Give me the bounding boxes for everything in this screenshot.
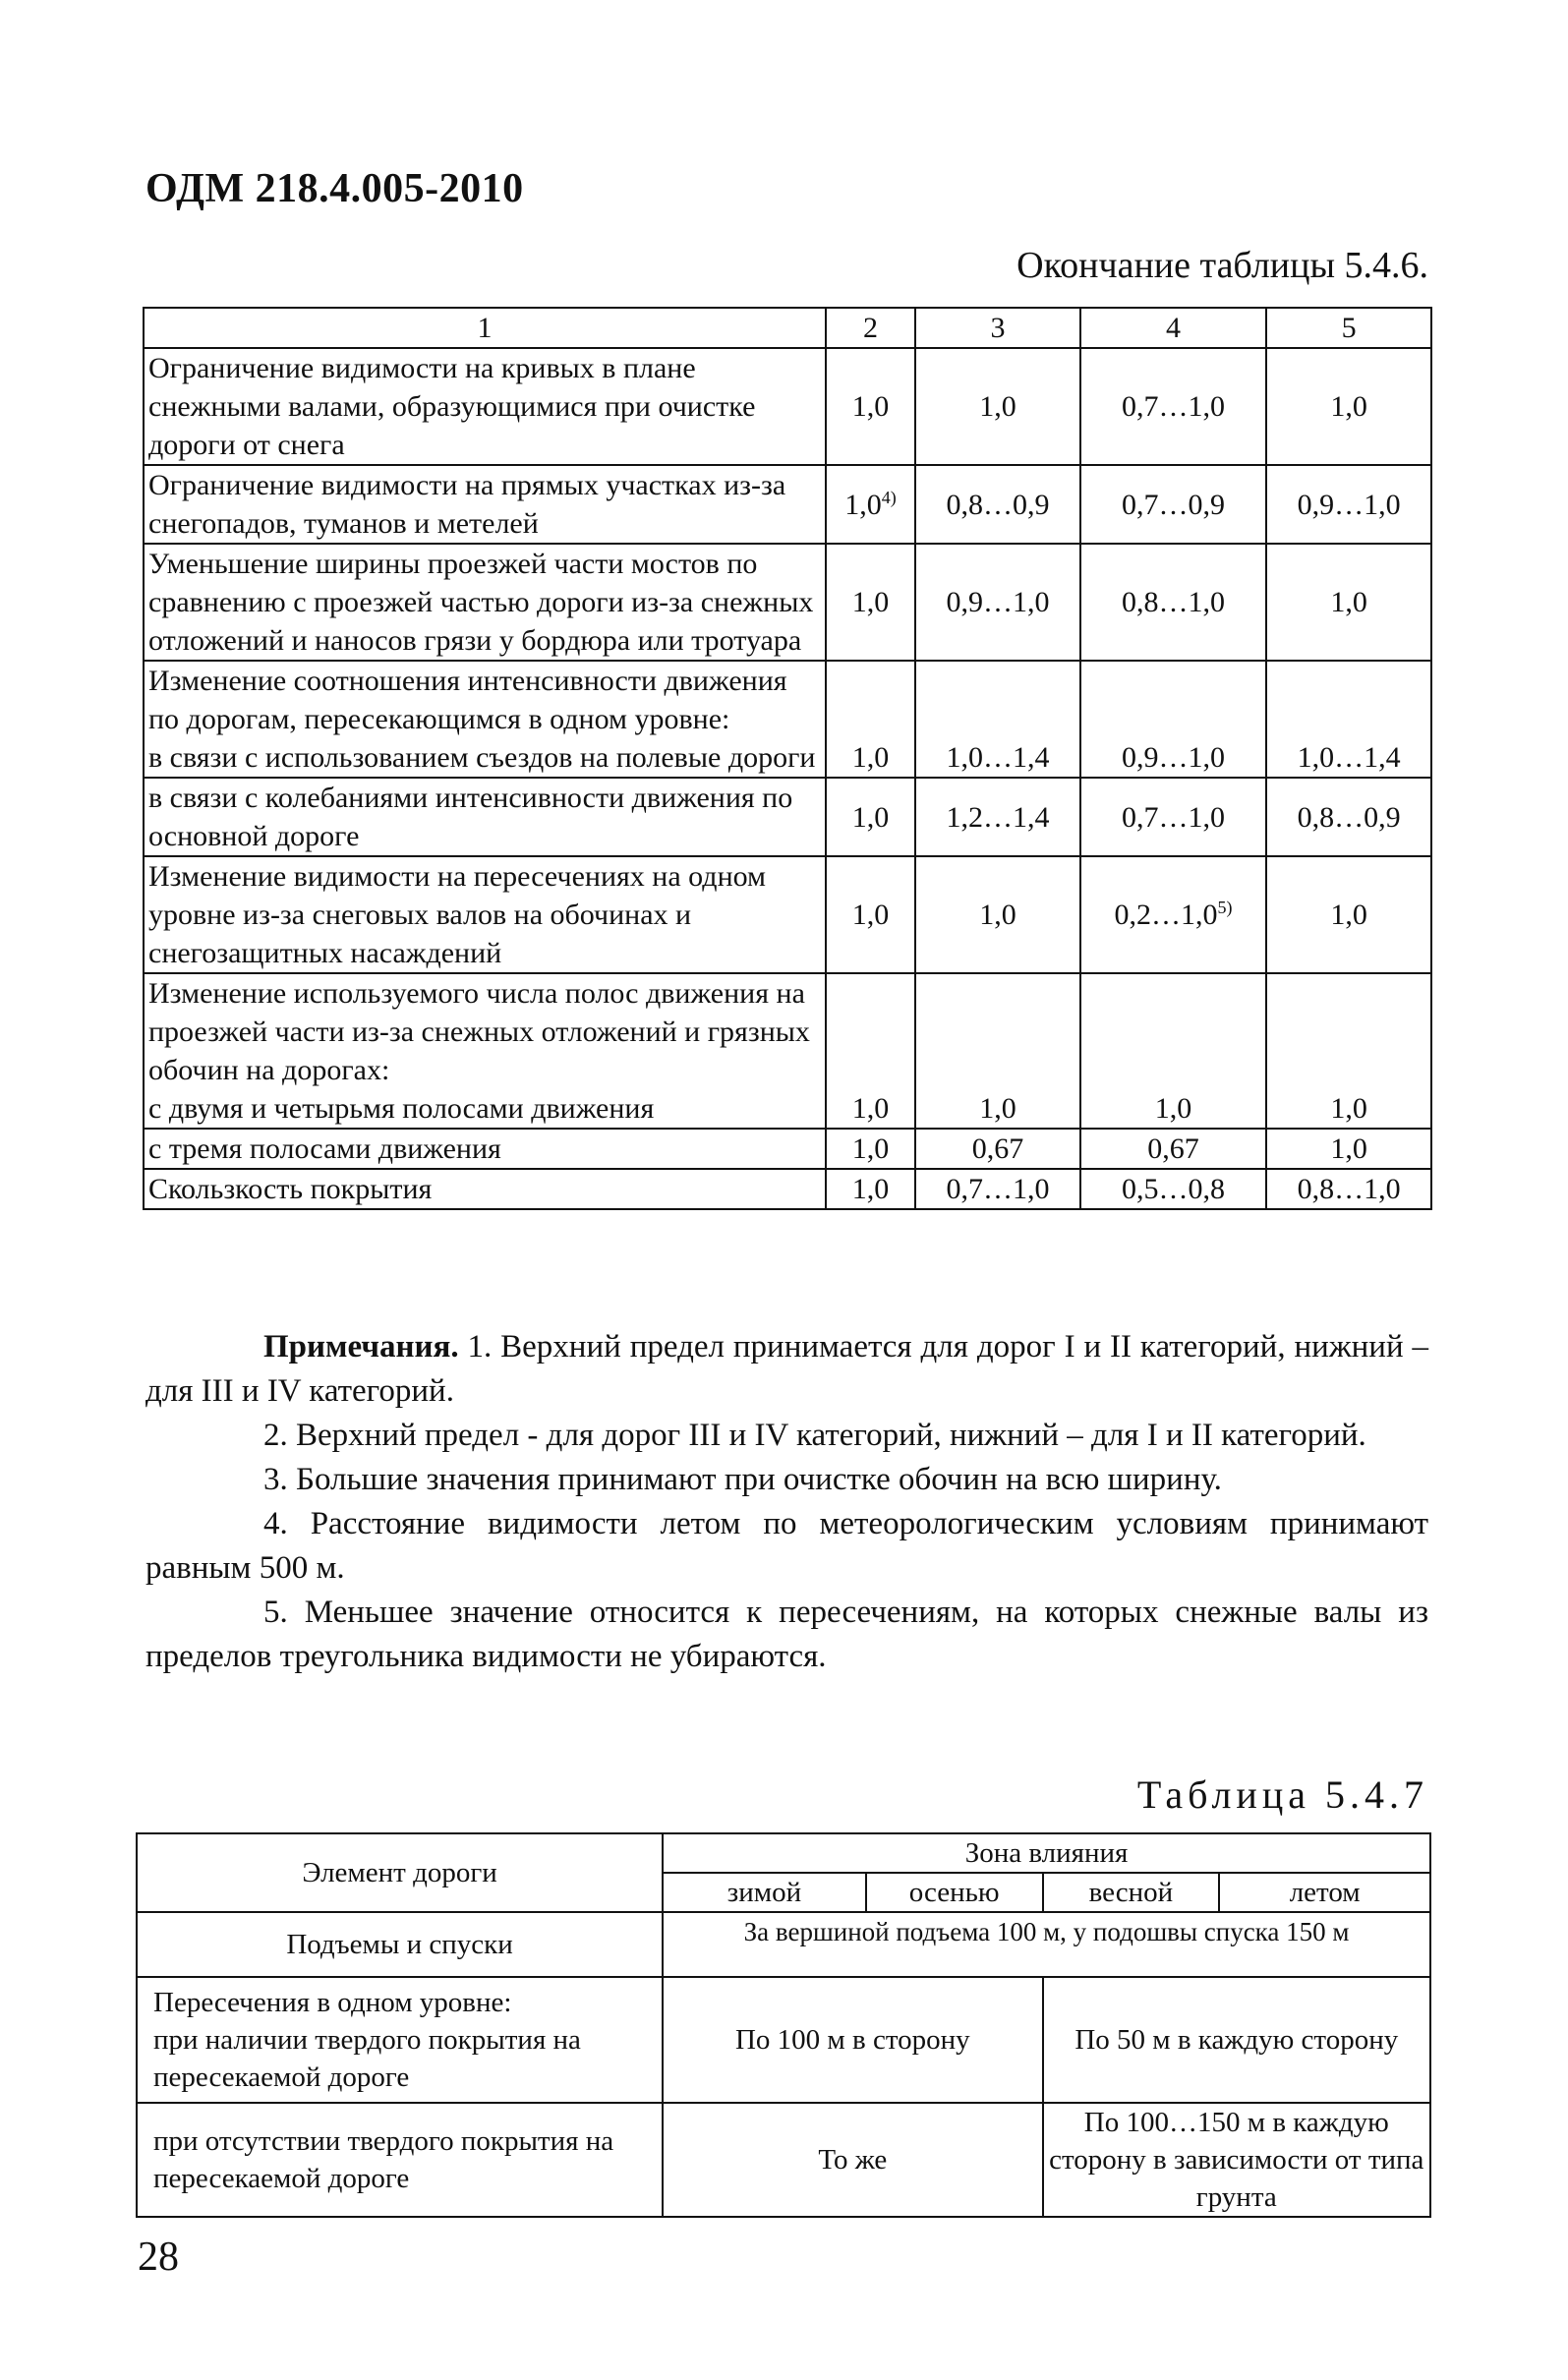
cell-value: 1,2…1,4 — [915, 778, 1080, 856]
row-parameter: с тремя полосами движения — [144, 1129, 826, 1169]
table-row — [137, 2103, 1430, 2217]
cell-value: По 50 м в каждую сторону — [1043, 1977, 1430, 2103]
cell-value: 0,67 — [915, 1129, 1080, 1169]
table-row — [144, 465, 1431, 544]
col-header-2: 2 — [826, 308, 915, 348]
table-row — [144, 544, 1431, 661]
cell-value: То же — [663, 2103, 1042, 2217]
season-winter: зимой — [663, 1873, 866, 1912]
cell-value: 1,0 — [1266, 1129, 1431, 1169]
table-row — [137, 1912, 1430, 1977]
table-header-row — [137, 1833, 1430, 1873]
cell-value: 1,0 — [1266, 856, 1431, 973]
row-parameter: Ограничение видимости на кривых в плане снежными валами, образующимися при очистке дороги от снега — [144, 348, 826, 465]
row-label: Пересечения в одном уровне: при наличии твердого покрытия на пересекаемой дороге — [137, 1977, 663, 2103]
cell-value: 0,7…1,0 — [915, 1169, 1080, 1209]
row-parameter: Скользкость покрытия — [144, 1169, 826, 1209]
page-number: 28 — [138, 2235, 179, 2280]
note-2: 2. Верхний предел - для дорог III и IV категорий, нижний – для I и II категорий. — [263, 1418, 1366, 1453]
cell-value: 1,0 — [915, 348, 1080, 465]
table-row — [144, 1129, 1431, 1169]
table-5-4-7 — [136, 1832, 1431, 2218]
table2-caption: Таблица 5.4.7 — [1136, 1772, 1428, 1817]
table-row — [144, 348, 1431, 465]
col-header-zone: Зона влияния — [663, 1833, 1430, 1873]
cell-value: 1,0…1,4 — [1266, 661, 1431, 778]
season-spring: весной — [1043, 1873, 1220, 1912]
cell-value: 1,0 — [1266, 544, 1431, 661]
table-row — [144, 856, 1431, 973]
row-label: Подъемы и спуски — [137, 1912, 663, 1977]
cell-value: 0,9…1,0 — [1266, 465, 1431, 544]
cell-value: По 100 м в сторону — [663, 1977, 1042, 2103]
table-row — [137, 1977, 1430, 2103]
cell-value: 0,7…0,9 — [1080, 465, 1267, 544]
cell-value: 1,0 — [1080, 973, 1267, 1129]
cell-value: 1,0 — [826, 544, 915, 661]
cell-value: 0,9…1,0 — [915, 544, 1080, 661]
cell-value: 0,8…1,0 — [1266, 1169, 1431, 1209]
cell-value: 1,0 — [826, 1129, 915, 1169]
table-header-row — [144, 308, 1431, 348]
row-parameter: Ограничение видимости на прямых участках из-за снегопадов, туманов и метелей — [144, 465, 826, 544]
row-subparameter: с двумя и четырьмя полосами движения — [148, 1092, 655, 1125]
table-5-4-6 — [143, 307, 1432, 1210]
cell-value: По 100…150 м в каждую сторону в зависимости от типа грунта — [1043, 2103, 1430, 2217]
cell-value: 0,8…0,9 — [1266, 778, 1431, 856]
notes — [145, 1325, 1428, 1679]
row-parameter: Изменение соотношения интенсивности движения по дорогам, пересекающимся в одном уровне: в связи с использованием съездов на полевые дороги — [144, 661, 826, 778]
table-row — [144, 1169, 1431, 1209]
col-header-5: 5 — [1266, 308, 1431, 348]
cell-value: 1,0 — [915, 856, 1080, 973]
cell-value: 1,0$^{4)}$ — [826, 465, 915, 544]
row-parameter: Уменьшение ширины проезжей части мостов по сравнению с проезжей частью дороги из-за снежных отложений и наносов грязи у бордюра или тротуара — [144, 544, 826, 661]
note-1: Примечания. 1. Верхний предел принимается для дорог I и II категорий, нижний – для III и IV категорий. — [145, 1329, 1429, 1409]
cell-value: 0,2…1,0$^{5)}$ — [1080, 856, 1267, 973]
cell-value: 1,0 — [826, 778, 915, 856]
cell-value: 0,7…1,0 — [1080, 778, 1267, 856]
document-code: ОДМ 218.4.005-2010 — [145, 166, 524, 211]
cell-value: 0,5…0,8 — [1080, 1169, 1267, 1209]
cell-value: 1,0 — [826, 973, 915, 1129]
table-row — [144, 778, 1431, 856]
footnote-ref: 5) — [1217, 898, 1233, 917]
row-parameter: в связи с колебаниями интенсивности движения по основной дороге — [144, 778, 826, 856]
cell-value: 1,0 — [826, 348, 915, 465]
col-header-3: 3 — [915, 308, 1080, 348]
cell-value: 1,0 — [826, 856, 915, 973]
cell-value: 1,0 — [1266, 348, 1431, 465]
cell-value: 0,67 — [1080, 1129, 1267, 1169]
cell-value: 0,9…1,0 — [1080, 661, 1267, 778]
footnote-ref: 4) — [881, 487, 897, 507]
row-parameter: Изменение используемого числа полос движения на проезжей части из-за снежных отложений и грязных обочин на дорогах: с двумя и четырьмя полосами движения — [144, 973, 826, 1129]
table-row — [144, 661, 1431, 778]
cell-value: 1,0 — [826, 1169, 915, 1209]
cell-value: 1,0 — [826, 661, 915, 778]
season-summer: летом — [1219, 1873, 1430, 1912]
notes-label: Примечания. — [263, 1329, 459, 1364]
season-autumn: осенью — [866, 1873, 1043, 1912]
col-header-4: 4 — [1080, 308, 1267, 348]
row-subparameter: в связи с использованием съездов на полевые дороги — [148, 741, 816, 774]
row-parameter: Изменение видимости на пересечениях на одном уровне из-за снеговых валов на обочинах и снегозащитных насаждений — [144, 856, 826, 973]
col-header-element: Элемент дороги — [137, 1833, 663, 1912]
cell-value: 1,0 — [1266, 973, 1431, 1129]
cell-value: 0,7…1,0 — [1080, 348, 1267, 465]
cell-value: 0,8…0,9 — [915, 465, 1080, 544]
col-header-1: 1 — [144, 308, 826, 348]
cell-value: За вершиной подъема 100 м, у подошвы спуска 150 м — [663, 1912, 1430, 1977]
table1-caption: Окончание таблицы 5.4.6. — [1016, 245, 1428, 286]
note-5: 5. Меньшее значение относится к пересечениям, на которых снежные валы из пределов треугольника видимости не убираются. — [145, 1595, 1428, 1674]
table-row — [144, 973, 1431, 1129]
note-3: 3. Большие значения принимают при очистке обочин на всю ширину. — [263, 1462, 1222, 1497]
cell-value: 0,8…1,0 — [1080, 544, 1267, 661]
row-label: при отсутствии твердого покрытия на пересекаемой дороге — [137, 2103, 663, 2217]
cell-value: 1,0…1,4 — [915, 661, 1080, 778]
note-4: 4. Расстояние видимости летом по метеорологическим условиям принимают равным 500 м. — [145, 1506, 1428, 1586]
cell-value: 1,0 — [915, 973, 1080, 1129]
